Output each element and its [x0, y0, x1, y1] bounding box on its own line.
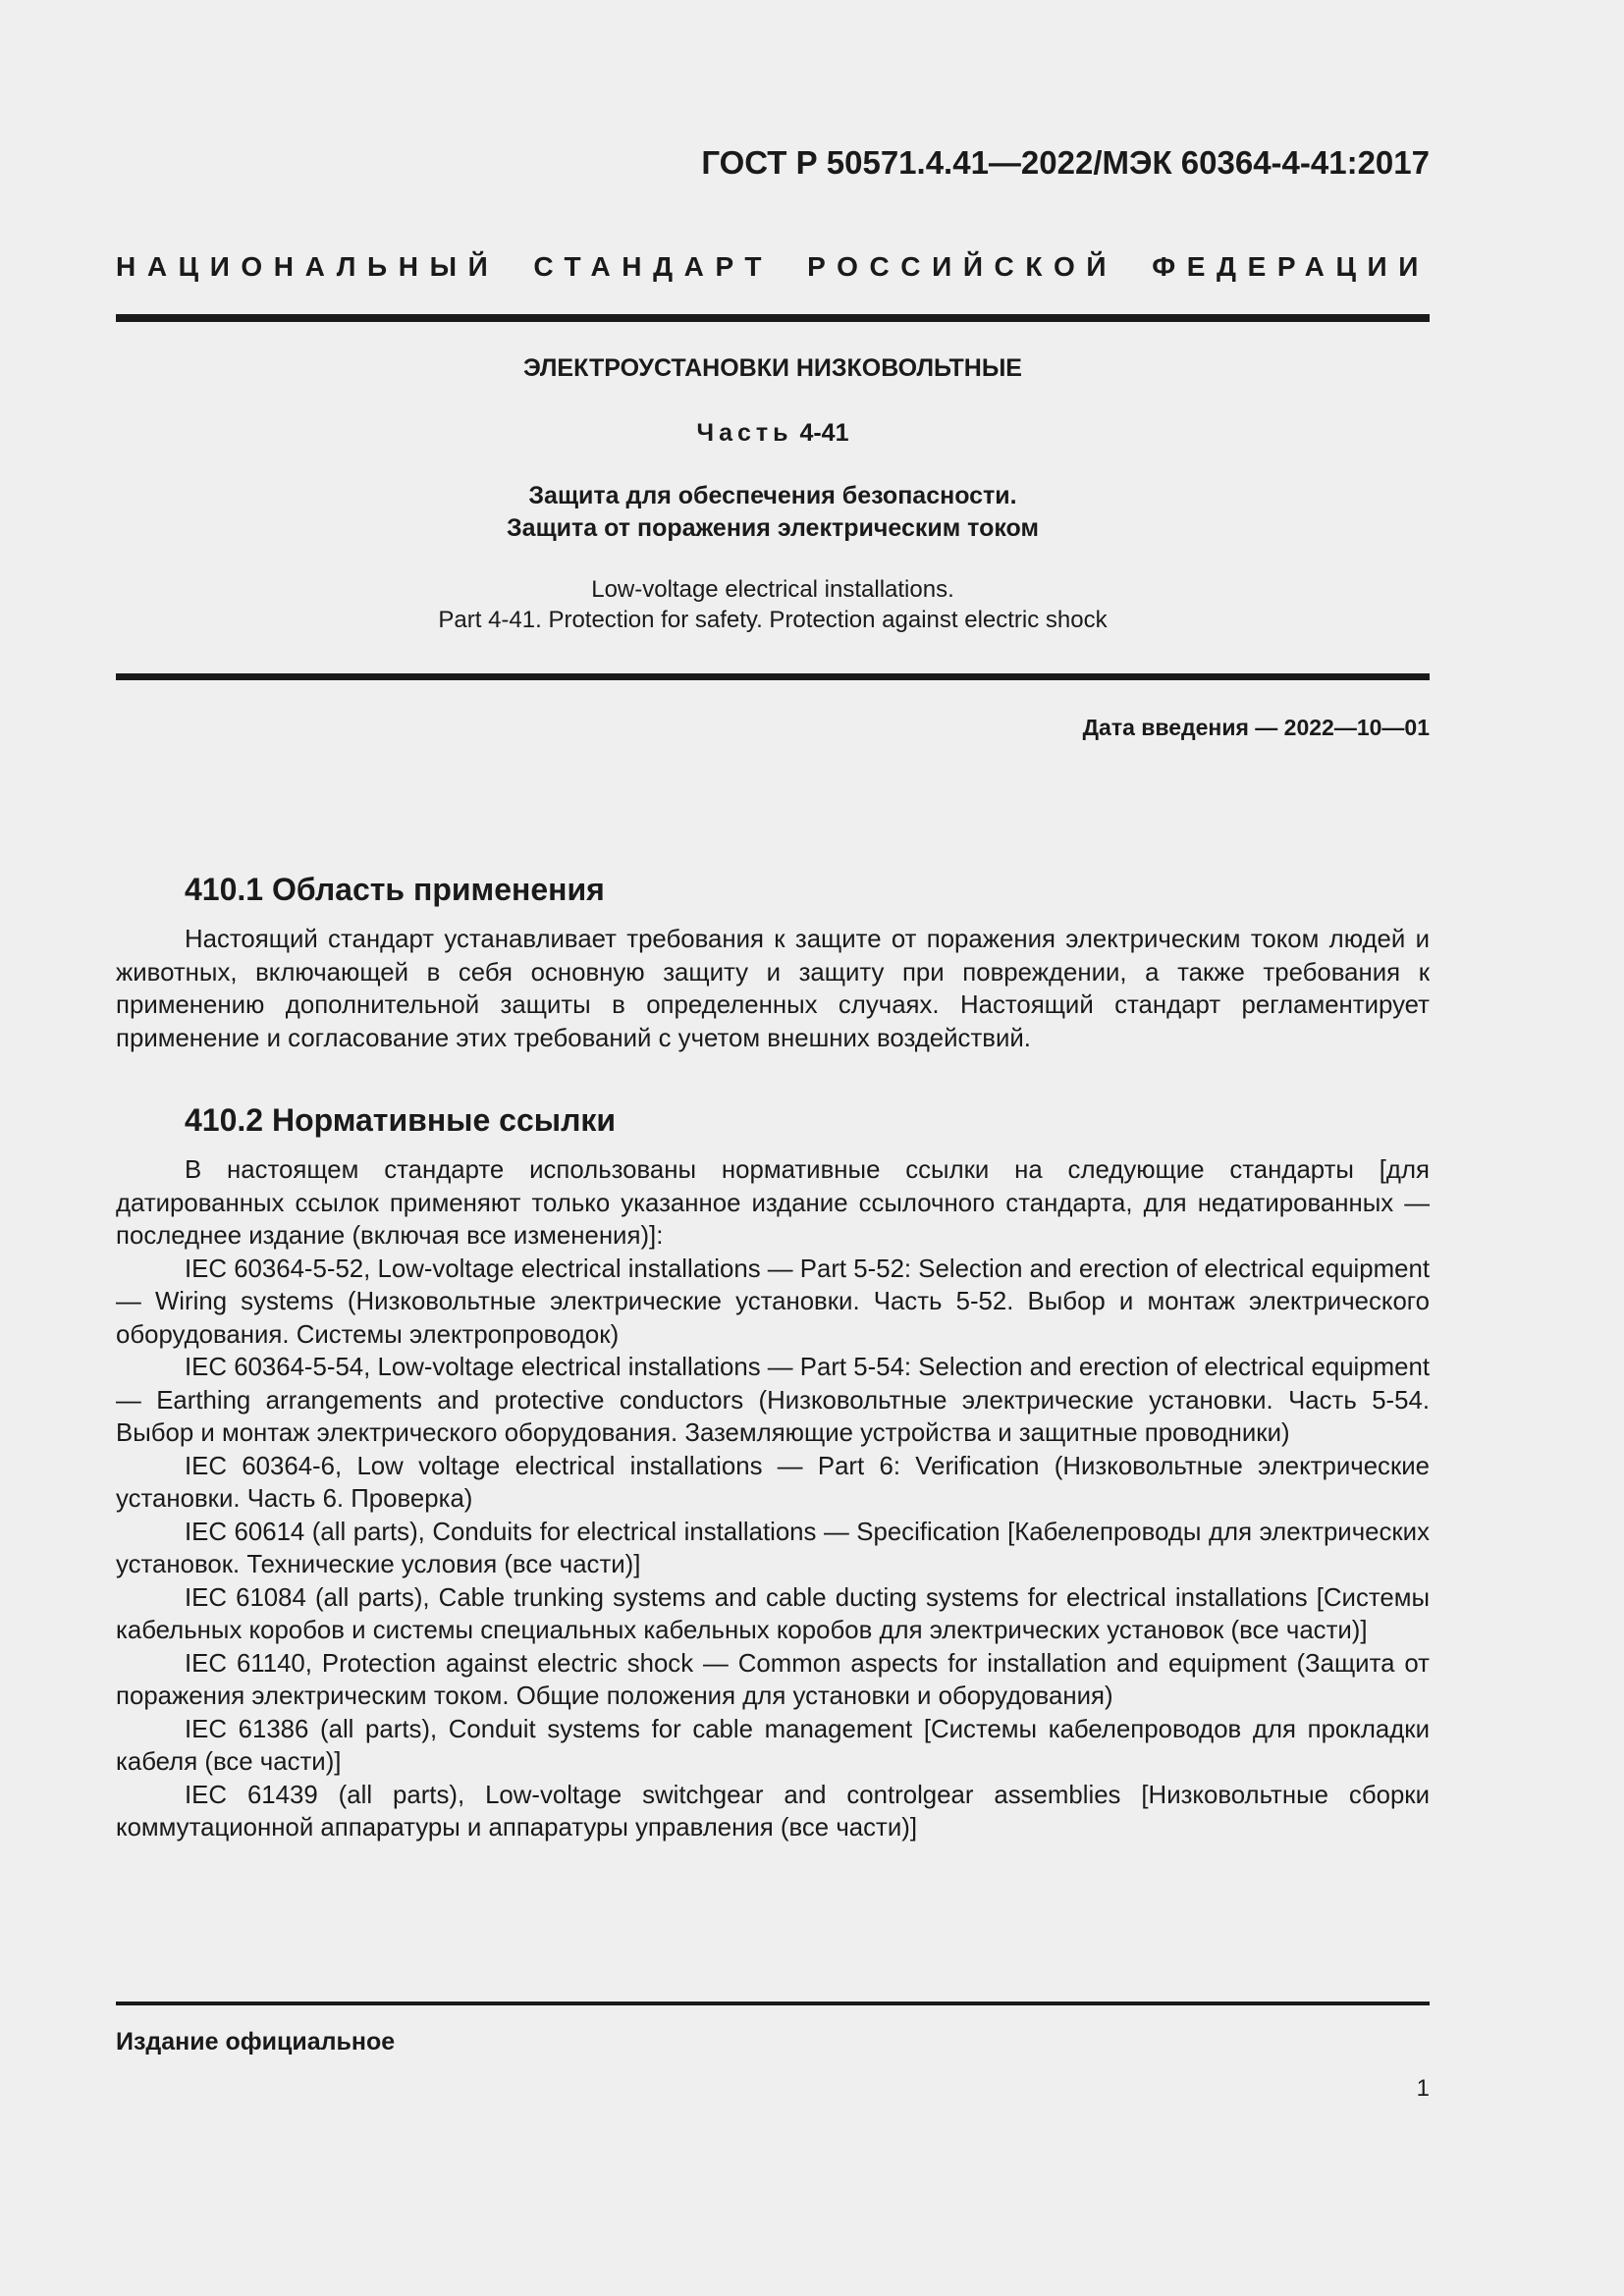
official-edition-label: Издание официальное	[116, 2028, 396, 2056]
section-references	[116, 1100, 1430, 1845]
reference-item: IEC 60364-6, Low voltage electrical installations — Part 6: Verification (Низковольтные электрические установки. Часть 6. Проверка)	[116, 1452, 1430, 1513]
top-divider	[116, 314, 1430, 322]
english-title-line-2: Part 4-41. Protection for safety. Protection against electric shock	[438, 607, 1108, 633]
section-heading: 410.2 Нормативные ссылки	[185, 1102, 617, 1138]
document-title: ЭЛЕКТРОУСТАНОВКИ НИЗКОВОЛЬТНЫЕ	[523, 354, 1022, 382]
section-paragraph: Настоящий стандарт устанавливает требования к защите от поражения электрическим током людей и животных, включающей в себя основную защиту и защиту при повреждении, а также требования к применению дополнительной защиты в определенных случаях. Настоящий стандарт регламентирует применение и согласование этих требований с учетом внешних воздействий.	[116, 926, 1430, 1052]
section-scope	[116, 870, 1430, 1055]
document-page	[116, 0, 1430, 2296]
page-number: 1	[1416, 2075, 1430, 2102]
section-paragraph: В настоящем стандарте использованы нормативные ссылки на следующие стандарты [для датированных ссылок применяют только указанное издание ссылочного стандарта, для недатированных — последнее издание (включая все изменения)]:	[116, 1156, 1430, 1250]
footer-divider	[116, 2002, 1430, 2005]
subtitle-line-2: Защита от поражения электрическим током	[507, 514, 1039, 542]
introduction-date: Дата введения — 2022—10—01	[1082, 715, 1430, 740]
document-subtitle	[116, 480, 1430, 545]
part-number: 4-41	[799, 419, 849, 447]
part-word: Часть	[696, 419, 793, 447]
standard-code: ГОСТ Р 50571.4.41—2022/МЭК 60364-4-41:2017	[701, 144, 1430, 181]
reference-item: IEC 60614 (all parts), Conduits for electrical installations — Specification [Кабелепроводы для электрических установок. Технические условия (все части)]	[116, 1518, 1430, 1578]
reference-item: IEC 61084 (all parts), Cable trunking systems and cable ducting systems for electrical installations [Системы кабельных коробов и системы специальных кабельных коробов для электрических установок (все части)]	[116, 1583, 1430, 1644]
national-standard-banner: НАЦИОНАЛЬНЫЙ СТАНДАРТ РОССИЙСКОЙ ФЕДЕРАЦИИ	[116, 251, 1430, 282]
english-title-line-1: Low-voltage electrical installations.	[591, 576, 954, 603]
title-divider	[116, 673, 1430, 680]
part-label	[116, 419, 1430, 448]
reference-item: IEC 60364-5-54, Low-voltage electrical installations — Part 5-54: Selection and erection of electrical equipment — Earthing arrangements and protective conductors (Низковольтные электрические установки. Часть 5-54. Выбор и монтаж электрического оборудования. Заземляющие устройства и защитные проводники)	[116, 1354, 1430, 1447]
subtitle-line-1: Защита для обеспечения безопасности.	[528, 482, 1017, 509]
reference-item: IEC 61140, Protection against electric shock — Common aspects for installation and equipment (Защита от поражения электрическим током. Общие положения для установки и оборудования)	[116, 1649, 1430, 1710]
reference-item: IEC 61386 (all parts), Conduit systems for cable management [Системы кабелепроводов для прокладки кабеля (все части)]	[116, 1715, 1430, 1776]
english-title	[116, 574, 1430, 635]
section-heading: 410.1 Область применения	[185, 872, 605, 907]
reference-item: IEC 61439 (all parts), Low-voltage switchgear and controlgear assemblies [Низковольтные сборки коммутационной аппаратуры и аппаратуры управления (все части)]	[116, 1781, 1430, 1842]
reference-item: IEC 60364-5-52, Low-voltage electrical installations — Part 5-52: Selection and erection of electrical equipment — Wiring systems (Низковольтные электрические установки. Часть 5-52. Выбор и монтаж электрического оборудования. Системы электропроводок)	[116, 1255, 1430, 1349]
